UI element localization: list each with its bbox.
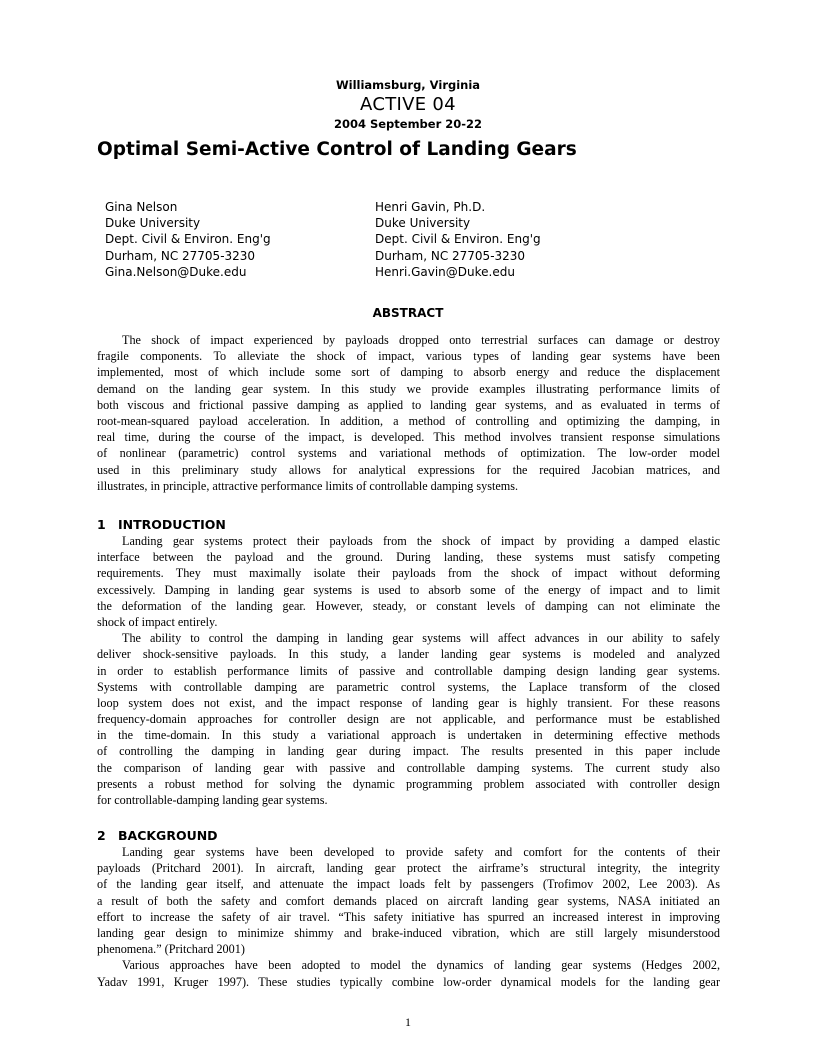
background-body (97, 844, 720, 990)
text-line: The ability to control the damping in landing gear systems will affect advances in our ability to safely (122, 631, 720, 646)
text-line: of the landing gear itself, and attenuate the impact loads felt by passengers (Trofimov 2002, Lee 2003). As (97, 877, 720, 892)
text-line: deliver shock-sensitive payloads. In this study, a lander landing gear systems is modeled and analyzed (97, 647, 720, 662)
text-line: illustrates, in principle, attractive performance limits of controllable damping systems. (97, 478, 519, 493)
text-line: frequency-domain approaches for controller design are not applicable, and performance must be established (97, 712, 720, 727)
page-number: 1 (405, 1015, 411, 1029)
text-line: Systems with controllable damping are parametric control systems, the Laplace transform of the closed (97, 679, 720, 694)
text-line: requirements. They must maximally isolate their payloads from the shock of impact without deforming (97, 566, 720, 581)
text-line: Various approaches have been adopted to model the dynamics of landing gear systems (Hedges 2002, (122, 958, 720, 973)
section-heading-introduction (97, 517, 226, 532)
text-line: phenomena.” (Pritchard 2001) (97, 942, 245, 957)
text-line: Landing gear systems have been developed to provide safety and comfort for the contents of their (122, 845, 720, 859)
text-line: landing gear design to minimize shimmy and brake-induced vibration, which are still largely misunderstood (97, 925, 720, 940)
author-address: Durham, NC 27705-3230 (105, 248, 256, 263)
text-line: the comparison of landing gear with passive and controllable damping systems. The current study also (97, 760, 720, 775)
text-line: used in this preliminary study allows for analytical expressions for the required Jacobian matrices, and (97, 462, 720, 477)
text-line: real time, during the course of the impact, is developed. This method involves transient response simulations (97, 430, 720, 445)
text-line: The shock of impact experienced by payloads dropped onto terrestrial surfaces can damage or destroy (122, 333, 720, 347)
text-line: presents a robust method for solving the dynamic programming problem associated with controller design (97, 776, 720, 791)
conference-name: ACTIVE 04 (360, 94, 456, 115)
text-line: fragile components. To alleviate the shock of impact, various types of landing gear systems have been (97, 349, 720, 364)
text-line: payloads (Pritchard 2001). In aircraft, landing gear protect the airframe’s structural integrity, the integrity (97, 861, 720, 876)
conference-location: Williamsburg, Virginia (335, 78, 481, 92)
introduction-body (97, 533, 720, 808)
text-line: interface between the payload and the ground. During landing, these systems must satisfy competing (97, 550, 720, 565)
text-line: both viscous and frictional passive damping as applied to landing gear systems, and as evaluated in terms of (97, 397, 720, 412)
section-title: BACKGROUND (118, 828, 218, 843)
text-line: for controllable-damping landing gear systems. (97, 793, 328, 807)
author-block (105, 199, 271, 280)
author-affiliation: Duke University (105, 216, 201, 231)
author-department: Dept. Civil & Environ. Eng'g (105, 232, 271, 247)
text-line: of controlling the damping in landing gear during impact. The results presented in this paper include (97, 744, 720, 759)
text-line: in order to establish performance limits of passive and controllable damping design landing gear systems. (97, 663, 720, 678)
author-address: Durham, NC 27705-3230 (375, 248, 526, 263)
abstract-body (97, 332, 720, 494)
author-email: Gina.Nelson@Duke.edu (105, 264, 247, 279)
section-number: 1 (97, 517, 106, 532)
text-line: root-mean-squared payload acceleration. In addition, a method of controlling and optimizing the damping, in (97, 413, 720, 428)
text-line: a result of both the safety and comfort demands placed on aircraft landing gear systems, NASA initiated an (97, 893, 720, 908)
text-line: shock of impact entirely. (97, 614, 218, 629)
text-line: Yadav 1991, Kruger 1997). These studies typically combine low-order dynamical models for the landing gear (97, 974, 720, 989)
text-line: demand on the landing gear system. In this study we provide examples illustrating performance limits of (97, 381, 720, 396)
abstract-heading: ABSTRACT (372, 306, 444, 320)
text-line: loop system does not exist, and the impact response of landing gear is highly transient. For these reasons (97, 695, 720, 710)
text-line: of nonlinear (parametric) control systems and variational methods of optimization. The low-order model (97, 446, 720, 461)
section-title: INTRODUCTION (118, 517, 226, 532)
section-number: 2 (97, 828, 106, 843)
section-heading-background (97, 828, 218, 843)
text-line: implemented, most of which include some sort of damping to absorb energy and reduce the displacement (97, 365, 720, 380)
paper-title: Optimal Semi-Active Control of Landing Gears (97, 139, 577, 160)
text-line: Landing gear systems protect their payloads from the shock of impact by providing a damped elastic (122, 534, 720, 548)
text-line: effort to increase the safety of air travel. “This safety initiative has spurred an increased interest in improving (97, 909, 720, 924)
author-department: Dept. Civil & Environ. Eng'g (375, 232, 541, 247)
author-name: Henri Gavin, Ph.D. (375, 200, 486, 214)
conference-date: 2004 September 20-22 (333, 117, 483, 131)
text-line: the deformation of the landing gear. However, steady, or constant levels of damping can not eliminate the (97, 598, 720, 613)
author-name: Gina Nelson (105, 200, 178, 214)
author-block (375, 199, 541, 280)
text-line: in the time-domain. In this study a variational approach is undertaken in determining effective methods (97, 728, 720, 743)
author-email: Henri.Gavin@Duke.edu (375, 264, 515, 279)
author-affiliation: Duke University (375, 216, 471, 231)
text-line: excessively. Damping in landing gear systems is used to absorb some of the energy of impact and to limit (97, 582, 720, 597)
